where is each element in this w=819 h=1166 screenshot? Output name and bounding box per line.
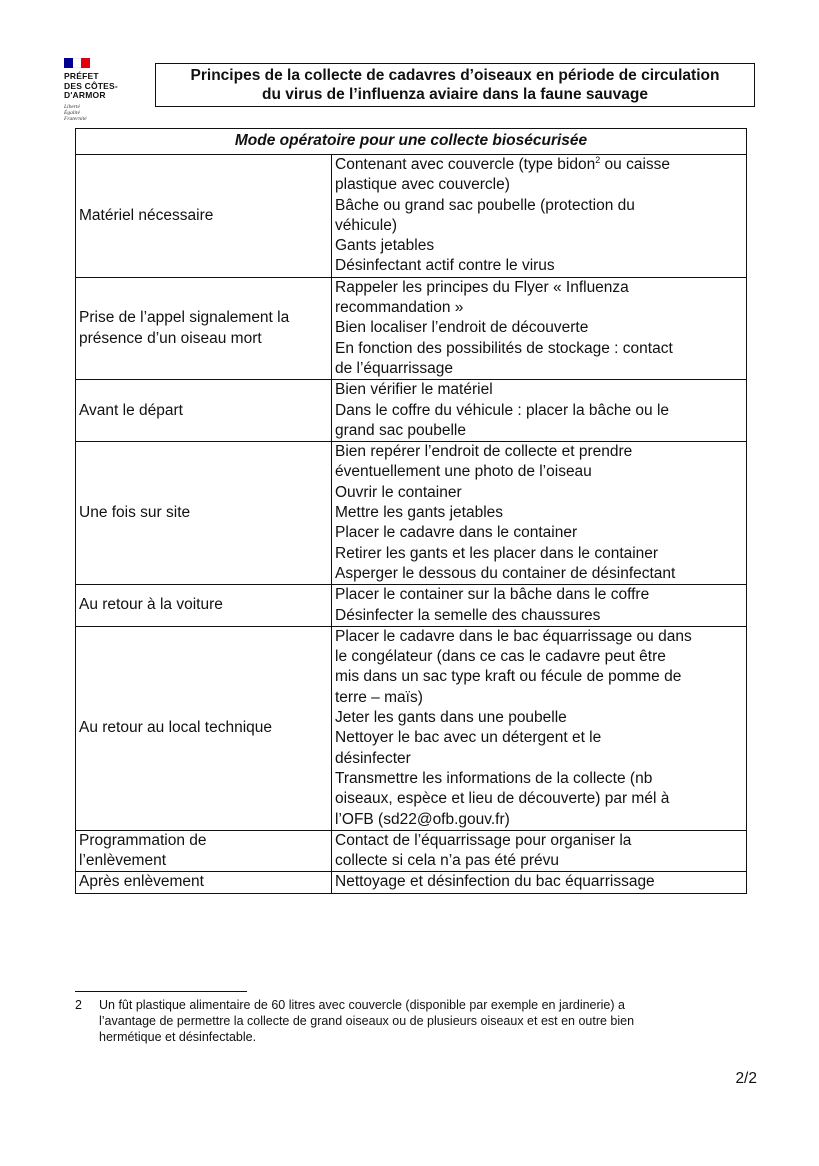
footnote-number: 2 (75, 998, 82, 1012)
footnote-ref: 2 (595, 154, 601, 165)
instruction-line: Contenant avec couvercle (type bidon$^2$ ou caisse (335, 154, 671, 173)
instructions-cell: Contenant avec couvercle (type bidon$^2$ ou caisse plastique avec couvercle) Bâche ou grand sac poubelle (protection du véhicule) Gants jetables Désinfectant actif contre le virus (332, 155, 747, 278)
instructions-cell: Bien repérer l’endroit de collecte et prendre éventuellement une photo de l’oiseau Ouvrir le container Mettre les gants jetables Placer le cadavre dans le container Retirer les gants et les placer dans le container Asperger le dessous du container de désinfectant (332, 442, 747, 585)
table-row (76, 277, 747, 379)
table-header-row (76, 129, 747, 155)
footnote-separator (75, 991, 247, 992)
table-row (76, 626, 747, 830)
tricolor-flag-icon (64, 58, 90, 68)
table-row (76, 442, 747, 585)
step-cell: Matériel nécessaire (76, 155, 332, 278)
instructions-cell: Placer le container sur la bâche dans le coffre Désinfecter la semelle des chaussures (332, 585, 747, 627)
instructions-cell: Rappeler les principes du Flyer « Influenza recommandation » Bien localiser l’endroit de découverte En fonction des possibilités de stockage : contact de l’équarrissage (332, 277, 747, 379)
step-cell: Après enlèvement (76, 872, 332, 893)
footnote (75, 997, 755, 1045)
step-cell: Avant le départ (76, 380, 332, 442)
instructions-cell: Placer le cadavre dans le bac équarrissage ou dans le congélateur (dans ce cas le cadavre peut être mis dans un sac type kraft ou fécule de pomme de terre – maïs) Jeter les gants dans une poubelle Nettoyer le bac avec un détergent et le désinfecter Transmettre les informations de la collecte (nb oiseaux, espèce et lieu de découverte) par mél à l’OFB (sd22@ofb.gouv.fr) (332, 626, 747, 830)
instructions-cell: Contact de l’équarrissage pour organiser la collecte si cela n’a pas été prévu (332, 830, 747, 872)
instructions-cell: Nettoyage et désinfection du bac équarrissage (332, 872, 747, 893)
step-cell: Une fois sur site (76, 442, 332, 585)
table-row (76, 155, 747, 278)
table-row (76, 380, 747, 442)
table-row (76, 830, 747, 872)
page-number: 2/2 (735, 1070, 757, 1087)
step-cell: Programmation de l’enlèvement (76, 830, 332, 872)
step-cell: Au retour à la voiture (76, 585, 332, 627)
prefecture-logo (64, 58, 144, 122)
step-cell: Prise de l’appel signalement la présence d’un oiseau mort (76, 277, 332, 379)
table-row (76, 872, 747, 893)
step-cell: Au retour au local technique (76, 626, 332, 830)
instructions-cell: Bien vérifier le matériel Dans le coffre du véhicule : placer la bâche ou le grand sac poubelle (332, 380, 747, 442)
procedure-table (75, 128, 747, 894)
table-heading: Mode opératoire pour une collecte biosécurisée (76, 129, 747, 155)
table-row (76, 585, 747, 627)
prefecture-name: PRÉFET DES CÔTES- D'ARMOR (64, 71, 118, 100)
document-title: Principes de la collecte de cadavres d’oiseaux en période de circulation du virus de l’influenza aviaire dans la faune sauvage (155, 63, 755, 107)
footnote-text: Un fût plastique alimentaire de 60 litres avec couvercle (disponible par exemple en jardinerie) a l’avantage de permettre la collecte de grand oiseaux ou de plusieurs oiseaux et est en outre bien hermétique et désinfectable. (99, 998, 635, 1044)
republic-motto: Liberté Égalité Fraternité (64, 103, 87, 122)
